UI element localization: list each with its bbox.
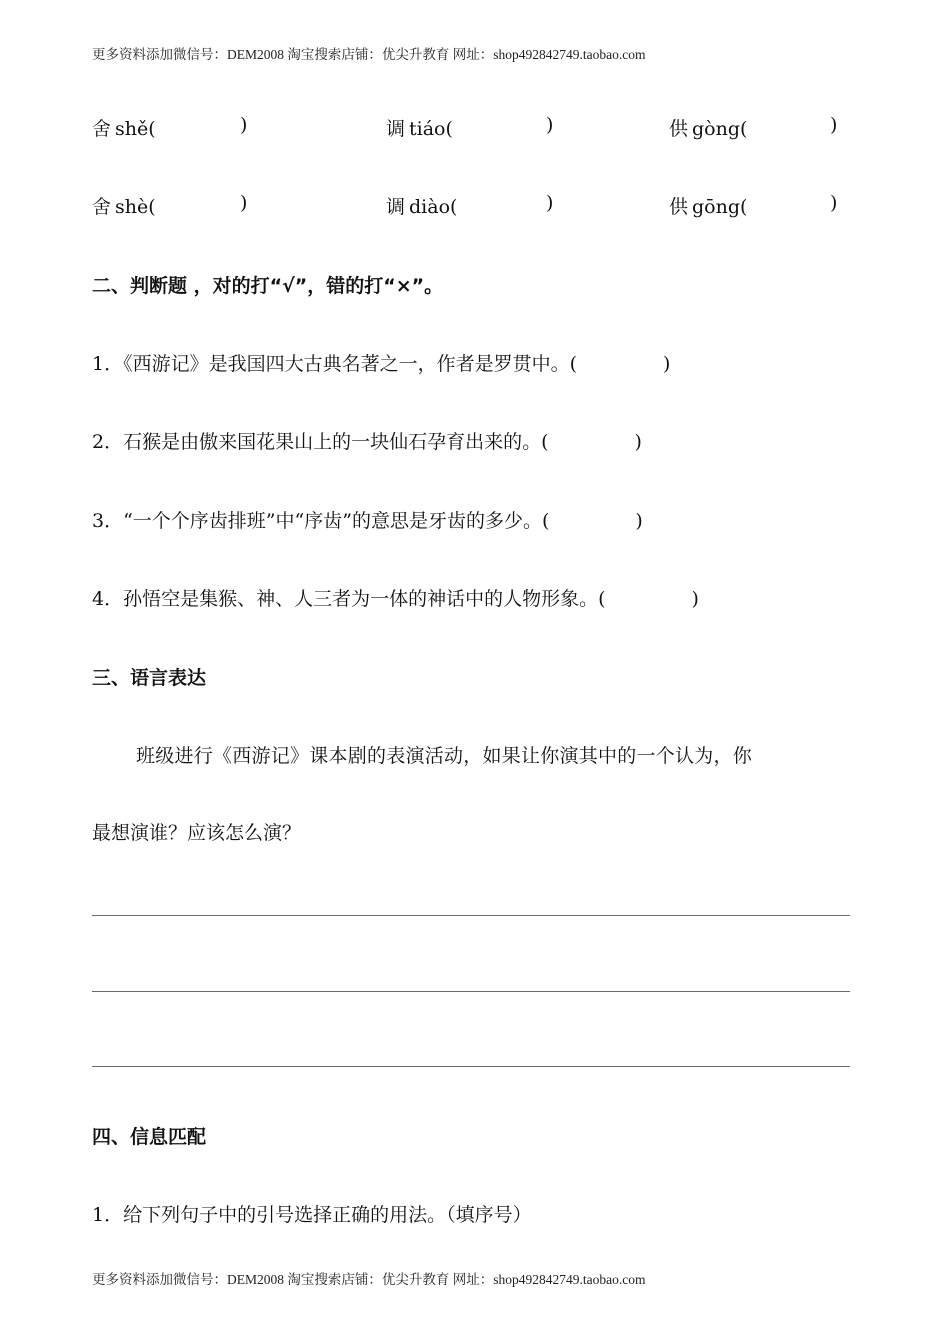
answer-blank-close: ): [830, 114, 838, 136]
question-2: [92, 427, 642, 454]
pinyin-row-2: [0, 192, 950, 222]
answer-blank-open: (: [740, 118, 748, 140]
section-heading-expression: 三、语言表达: [92, 667, 207, 689]
answer-blank-close: ): [546, 192, 554, 214]
answer-blank-close: ): [634, 431, 642, 453]
pinyin: diào: [409, 196, 451, 218]
hanzi: 舍: [92, 118, 112, 140]
answer-line[interactable]: [92, 1066, 850, 1067]
answer-line[interactable]: [92, 915, 850, 916]
pinyin-item: [92, 192, 248, 219]
answer-blank-open: (: [445, 118, 453, 140]
pinyin-item: [386, 114, 554, 141]
hanzi: 舍: [92, 196, 112, 218]
question-3: [92, 506, 643, 533]
question-text: 3．“一个个序齿排班”中“序齿”的意思是牙齿的多少。(: [92, 510, 550, 532]
pinyin-item: [92, 114, 248, 141]
hanzi: 供: [669, 196, 689, 218]
answer-blank-open: (: [148, 118, 156, 140]
pinyin-item: [386, 192, 554, 219]
question-text: 1．《西游记》是我国四大古典名著之一，作者是罗贯中。(: [92, 353, 578, 375]
hanzi: 供: [669, 118, 689, 140]
answer-blank-close: ): [663, 353, 671, 375]
answer-blank-close: ): [546, 114, 554, 136]
answer-blank-close: ): [830, 192, 838, 214]
pinyin: tiáo: [409, 118, 446, 140]
section-heading-true-false: 二、判断题 ，对的打“√”，错的打“×”。: [92, 275, 444, 297]
prompt-line-1: 班级进行《西游记》课本剧的表演活动，如果让你演其中的一个认为，你: [136, 745, 753, 767]
answer-blank-open: (: [740, 196, 748, 218]
answer-blank-close: ): [635, 510, 643, 532]
page-header: 更多资料添加微信号：DEM2008 淘宝搜索店铺：优尖升教育 网址：shop492842749.taobao.com: [92, 47, 646, 62]
pinyin-item: [669, 114, 838, 141]
question-1: [92, 349, 670, 376]
question-text: 2．石猴是由傲来国花果山上的一块仙石孕育出来的。(: [92, 431, 549, 453]
question-text: 4．孙悟空是集猴、神、人三者为一体的神话中的人物形象。(: [92, 588, 606, 610]
answer-line[interactable]: [92, 991, 850, 992]
matching-question-1: 1．给下列句子中的引号选择正确的用法。（填序号）: [92, 1204, 532, 1226]
pinyin-item: [669, 192, 838, 219]
pinyin: shè: [115, 196, 149, 218]
answer-blank-close: ): [691, 588, 699, 610]
pinyin: gòng: [692, 118, 741, 140]
pinyin: shě: [115, 118, 149, 140]
hanzi: 调: [386, 118, 406, 140]
answer-blank-open: (: [148, 196, 156, 218]
section-heading-matching: 四、信息匹配: [92, 1126, 207, 1148]
pinyin-row-1: [0, 114, 950, 144]
answer-blank-close: ): [240, 192, 248, 214]
answer-blank-open: (: [450, 196, 458, 218]
question-4: [92, 584, 699, 611]
prompt-line-2: 最想演谁？应该怎么演？: [92, 822, 302, 844]
answer-blank-close: ): [240, 114, 248, 136]
hanzi: 调: [386, 196, 406, 218]
page-footer: 更多资料添加微信号：DEM2008 淘宝搜索店铺：优尖升教育 网址：shop492842749.taobao.com: [92, 1272, 646, 1287]
pinyin: gōng: [692, 196, 741, 218]
